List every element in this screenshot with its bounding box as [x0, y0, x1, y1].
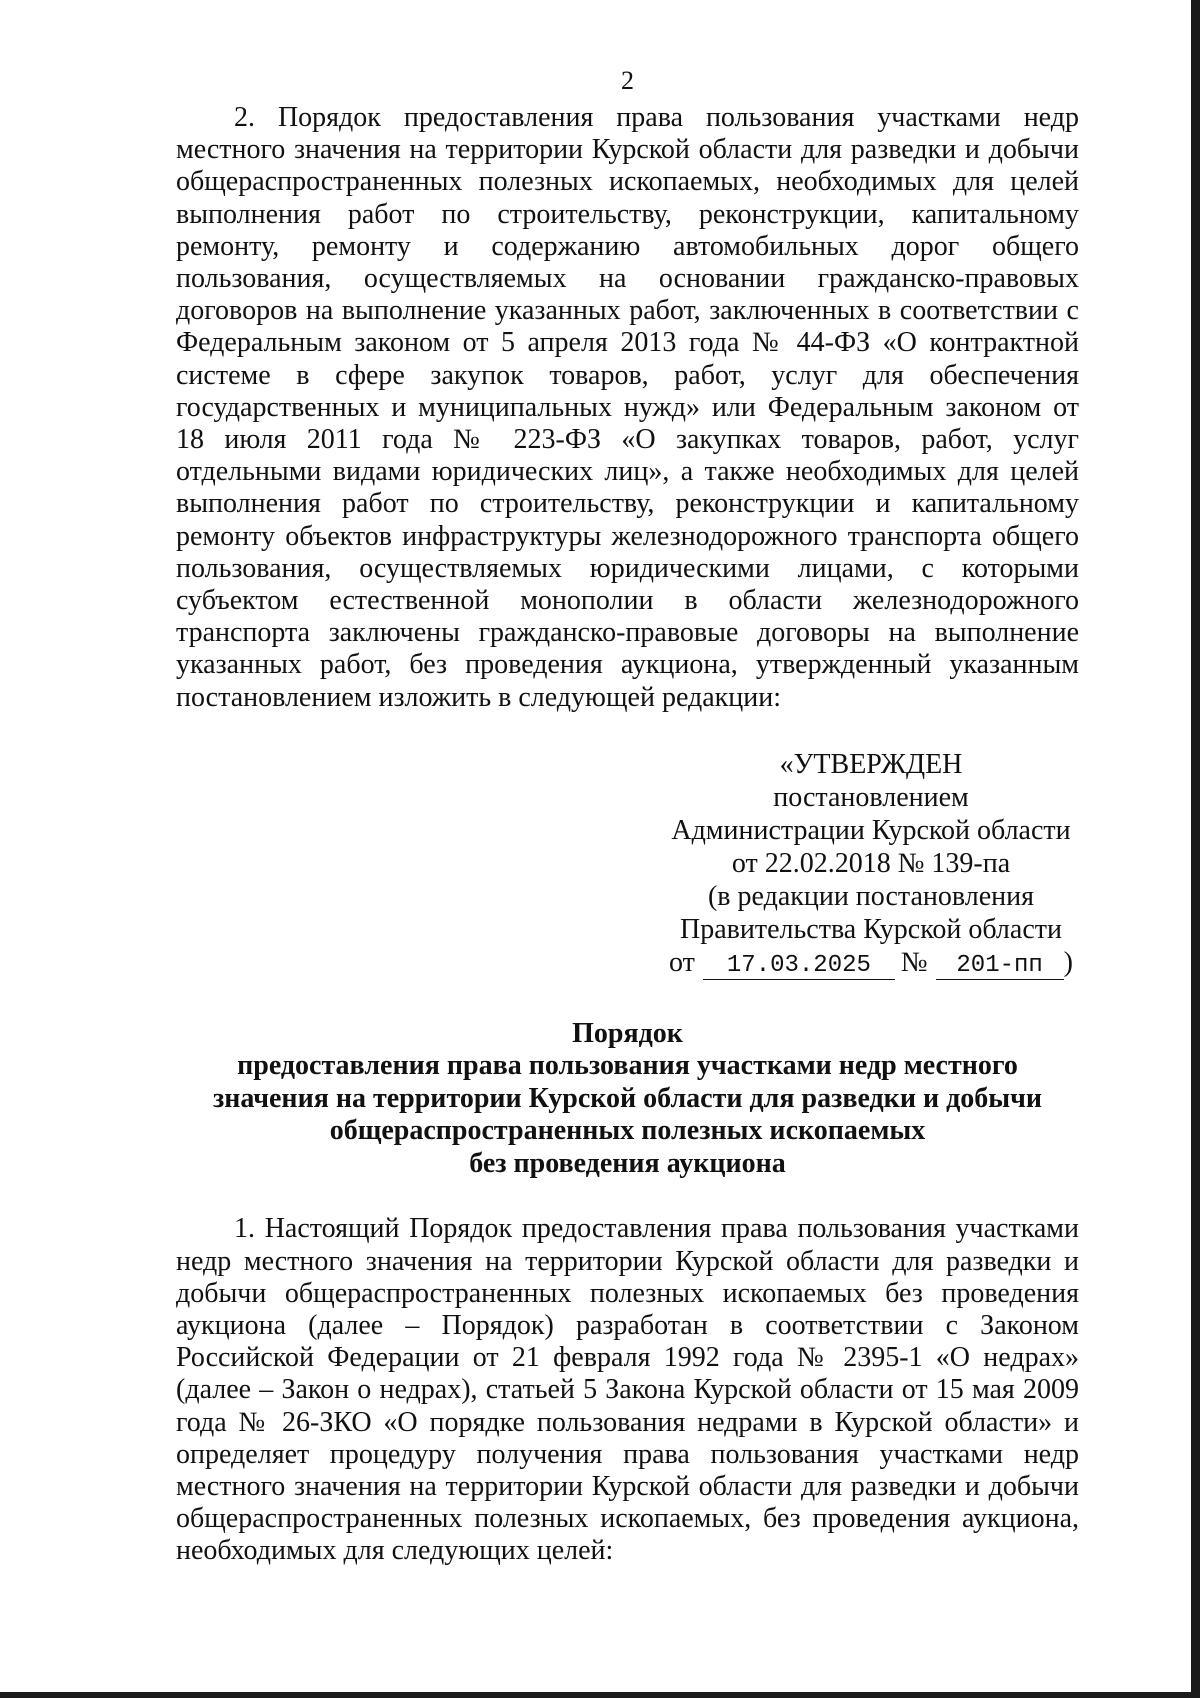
paragraph-1-scope: 1. Настоящий Порядок предоставления права пользования участками недр местного значения на территории Курской области для разведки и добычи общераспространенных полезных ископаемых без проведения аукциона (далее – Порядок) разработан в соответствии с Законом Российской Федерации от 21 февраля 1992 года № 2395-1 «О недрах» (далее – Закон о недрах), статьей 5 Закона Курской области от 15 мая 2009 года № 26-ЗКО «О порядке пользования недрами в Курской области» и определяет процедуру получения права пользования участками недр местного значения на территории Курской области для разведки и добычи общераспространенных полезных ископаемых, без проведения аукциона, необходимых для следующих целей: [176, 1213, 1079, 1567]
scan-border-right [1191, 0, 1200, 1698]
closing-parenthesis: ) [1063, 946, 1073, 978]
section-subtitle-line-3: общераспространенных полезных ископаемых [329, 1115, 926, 1147]
number-sign-label: № [900, 946, 928, 978]
approval-line-amendment-date [663, 946, 1079, 980]
amendment-date-field: 17.03.2025 [703, 953, 895, 980]
page-number: 2 [621, 66, 634, 95]
paragraph-2-amendment: 2. Порядок предоставления права пользования участками недр местного значения на территории Курской области для разведки и добычи общераспространенных полезных ископаемых, необходимых для целей выполнения работ по строительству, реконструкции, капитальному ремонту, ремонту и содержанию автомобильных дорог общего пользования, осуществляемых на основании гражданско-правовых договоров на выполнение указанных работ, заключенных в соответствии с Федеральным законом от 5 апреля 2013 года № 44-ФЗ «О контрактной системе в сфере закупок товаров, работ, услуг для обеспечения государственных и муниципальных нужд» или Федеральным законом от 18 июля 2011 года № 223-ФЗ «О закупках товаров, работ, услуг отдельными видами юридических лиц», а также необходимых для целей выполнения работ по строительству, реконструкции и капитальному ремонту объектов инфраструктуры железнодорожного транспорта общего пользования, осуществляемых юридическими лицами, с которыми субъектом естественной монополии в области железнодорожного транспорта заключены гражданско-правовые договоры на выполнение указанных работ, без проведения аукциона, утвержденный указанным постановлением изложить в следующей редакции: [176, 102, 1079, 713]
amendment-number-field: 201-пп [936, 953, 1064, 980]
approval-line-resolution: постановлением [773, 781, 969, 813]
from-label: от [669, 946, 695, 978]
approval-line-government: Правительства Курской области [680, 913, 1062, 945]
approval-block [663, 748, 1079, 980]
section-subtitle-line-1: предоставления права пользования участками недр местного [237, 1050, 1018, 1082]
section-subtitle-line-2: значения на территории Курской области для разведки и добычи [212, 1082, 1043, 1114]
document-page [176, 62, 1079, 1568]
approval-line-original-date: от 22.02.2018 № 139-па [731, 847, 1011, 879]
scan-border-bottom [0, 1692, 1200, 1698]
section-subtitle-line-4: без проведения аукциона [469, 1147, 786, 1179]
section-title: Порядок [572, 1017, 683, 1049]
approval-line-approved: «УТВЕРЖДЕН [779, 748, 963, 780]
approval-line-administration: Администрации Курской области [671, 814, 1071, 846]
approval-line-edition: (в редакции постановления [707, 880, 1035, 912]
